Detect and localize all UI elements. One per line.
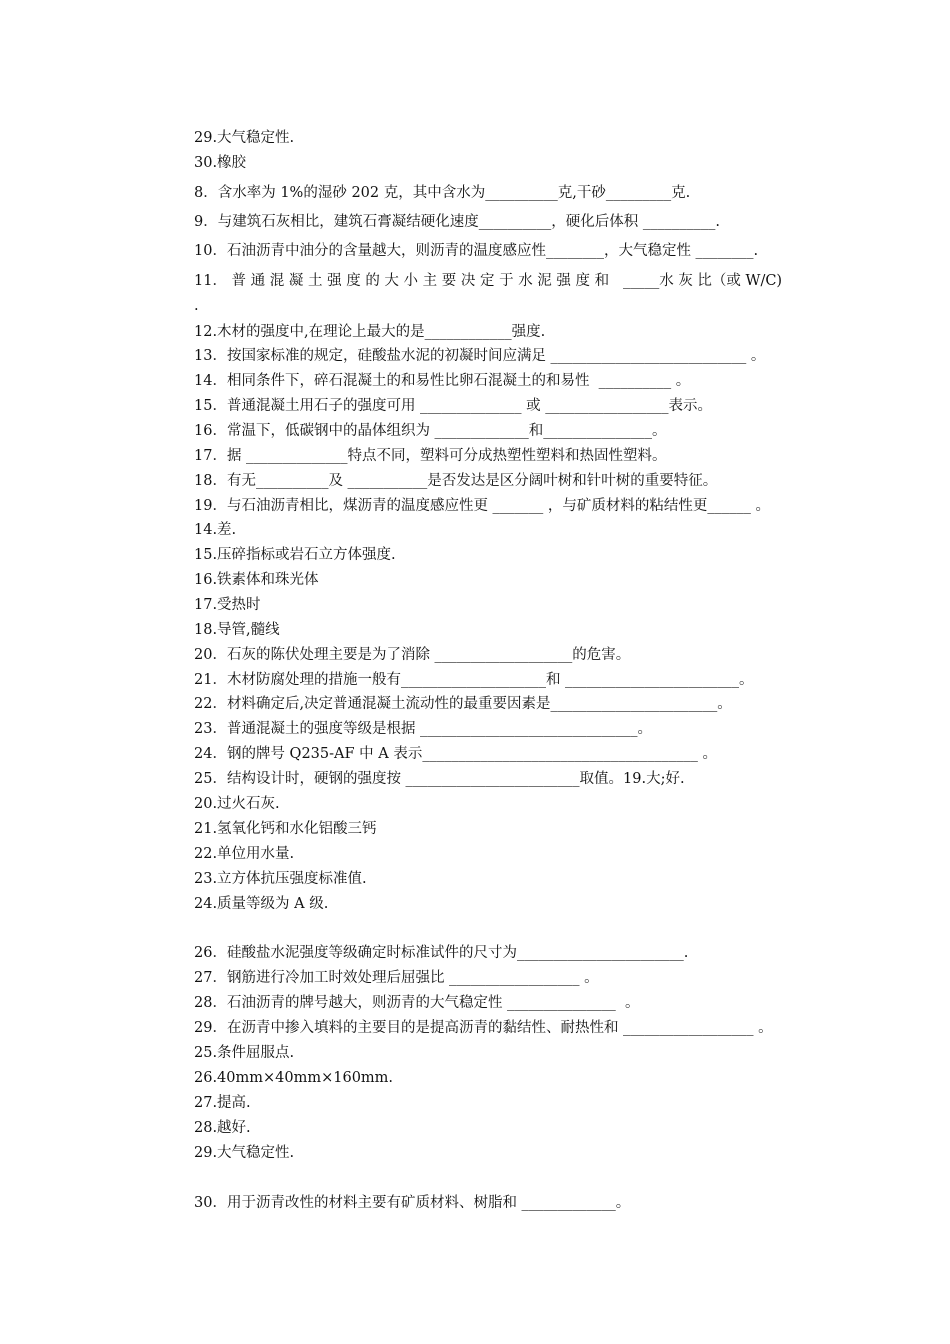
text-line: 29.大气稳定性.	[194, 1145, 295, 1161]
text-line: .	[194, 298, 199, 314]
text-line: 9．与建筑石灰相比，建筑石膏凝结硬化速度__________，硬化后体积 __________.	[194, 214, 720, 230]
text-line: 14.差.	[194, 522, 237, 538]
text-line: 12.木材的强度中,在理论上最大的是____________强度.	[194, 324, 546, 340]
text-line: 24．钢的牌号 Q235-AF 中 A 表示______________________________________ 。	[194, 746, 717, 762]
text-line: 8．含水率为 1%的湿砂 202 克，其中含水为__________克,干砂_________克.	[194, 185, 691, 201]
text-line: 22.单位用水量.	[194, 846, 295, 862]
text-line: 17.受热时	[194, 597, 261, 613]
text-line: 28．石油沥青的牌号越大，则沥青的大气稳定性 _______________ 。	[194, 995, 640, 1011]
text-line: 23．普通混凝土的强度等级是根据 ______________________________。	[194, 721, 653, 737]
text-line: 29.大气稳定性.	[194, 130, 295, 146]
text-line: 26．硅酸盐水泥强度等级确定时标准试件的尺寸为_______________________.	[194, 945, 689, 961]
text-line: 13．按国家标准的规定，硅酸盐水泥的初凝时间应满足 ___________________________ 。	[194, 348, 766, 364]
text-line: 21.氢氧化钙和水化铝酸三钙	[194, 821, 377, 837]
text-line: 25.条件屈服点.	[194, 1045, 295, 1061]
text-line: 30.橡胶	[194, 155, 247, 171]
text-line: 24.质量等级为 A 级.	[194, 896, 329, 912]
text-line: 20.过火石灰.	[194, 796, 280, 812]
text-line: 10．石油沥青中油分的含量越大，则沥青的温度感应性________，大气稳定性 ________.	[194, 243, 759, 259]
text-line: 18．有无__________及 ___________是否发达是区分阔叶树和针叶树的重要特征。	[194, 473, 718, 489]
text-line: 11． 普 通 混 凝 土 强 度 的 大 小 主 要 决 定 于 水 泥 强 度 和 _____水 灰 比（或 W/C)	[194, 273, 783, 289]
text-line: 26.40mm×40mm×160mm.	[194, 1070, 394, 1086]
text-line: 27.提高.	[194, 1095, 251, 1111]
text-line: 25．结构设计时，硬钢的强度按 ________________________取值。19.大;好.	[194, 771, 685, 787]
text-line: 28.越好.	[194, 1120, 251, 1136]
text-line: 17．据 ______________特点不同，塑料可分成热塑性塑料和热固性塑料。	[194, 448, 667, 464]
text-line: 19．与石油沥青相比，煤沥青的温度感应性更 _______ ，与矿质材料的粘结性更______ 。	[194, 498, 771, 514]
text-line: 23.立方体抗压强度标准值.	[194, 871, 367, 887]
text-line: 27．钢筋进行冷加工时效处理后屈强比 __________________ 。	[194, 970, 599, 986]
text-line: 15．普通混凝土用石子的强度可用 ______________ 或 _________________表示。	[194, 398, 713, 414]
text-line: 15.压碎指标或岩石立方体强度.	[194, 547, 396, 563]
text-line: 30．用于沥青改性的材料主要有矿质材料、树脂和 _____________。	[194, 1195, 631, 1211]
text-line: 29．在沥青中掺入填料的主要目的是提高沥青的黏结性、耐热性和 __________________ 。	[194, 1020, 773, 1036]
text-line: 14．相同条件下，碎石混凝土的和易性比卵石混凝土的和易性 __________ 。	[194, 373, 691, 389]
text-line: 16．常温下，低碳钢中的晶体组织为 _____________和_______________。	[194, 423, 667, 439]
text-line: 21．木材防腐处理的措施一般有____________________和 ________________________。	[194, 672, 754, 688]
text-line: 16.铁素体和珠光体	[194, 572, 319, 588]
text-line: 22．材料确定后,决定普通混凝土流动性的最重要因素是_______________________。	[194, 696, 732, 712]
text-line: 20．石灰的陈伏处理主要是为了消除 ___________________的危害。	[194, 647, 631, 663]
text-line: 18.导管,髓线	[194, 622, 280, 638]
